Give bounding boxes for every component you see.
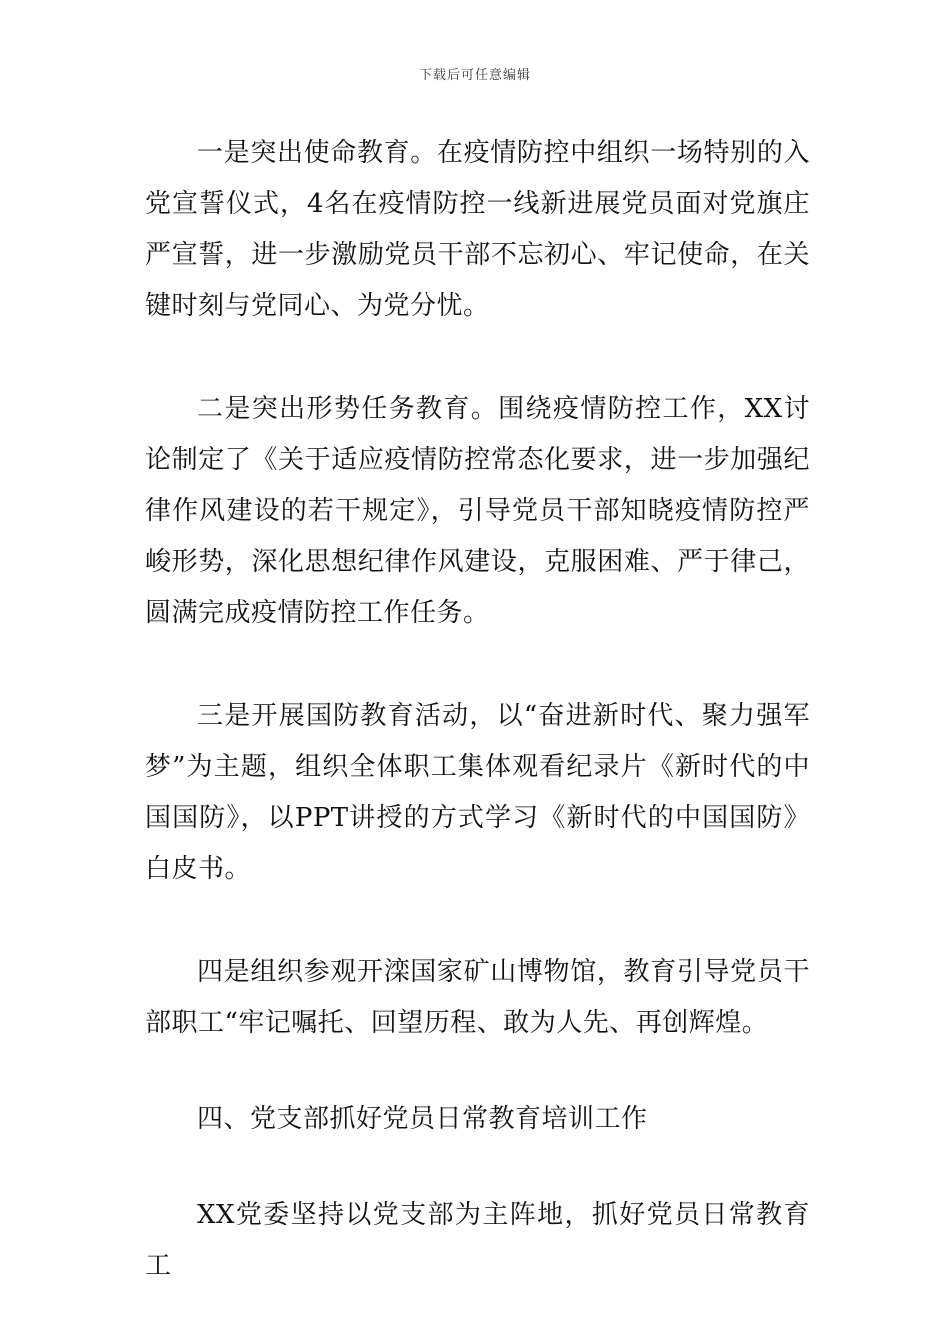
paragraph-spacer (145, 1145, 810, 1190)
paragraph-situation-education: 二是突出形势任务教育。围绕疫情防控工作，XX讨论制定了《关于适应疫情防控常态化要求，进一步加强纪律作风建设的若干规定》，引导党员干部知晓疫情防控严峻形势，深化思想纪律作风建设，克服困难、严于律己，圆满完成疫情防控工作任务。 (145, 394, 810, 628)
paragraph-museum-visit: 四是组织参观开滦国家矿山博物馆，教育引导党员干部职工“牢记嘱托、回望历程、敢为人先、再创辉煌。 (145, 957, 810, 1038)
header-note: 下载后可任意编辑 (418, 68, 531, 83)
paragraph-defense-education: 三是开展国防教育活动，以“奋进新时代、聚力强军梦”为主题，组织全体职工集体观看纪录片《新时代的中国国防》，以PPT讲授的方式学习《新时代的中国国防》白皮书。 (145, 701, 810, 884)
section-heading: 四、党支部抓好党员日常教育培训工作 (197, 1104, 648, 1134)
paragraph-spacer (145, 895, 810, 947)
paragraph-spacer (145, 639, 810, 691)
paragraph-daily-training: XX党委坚持以党支部为主阵地，抓好党员日常教育工 (145, 1200, 810, 1281)
document-body (145, 128, 810, 1292)
paragraph-mission-education: 一是突出使命教育。在疫情防控中组织一场特别的入党宣誓仪式，4名在疫情防控一线新进展党员面对党旗庄严宣誓，进一步激励党员干部不忘初心、牢记使命，在关键时刻与党同心、为党分忧。 (145, 138, 810, 321)
paragraph-spacer (145, 332, 810, 384)
paragraph-spacer (145, 1049, 810, 1094)
